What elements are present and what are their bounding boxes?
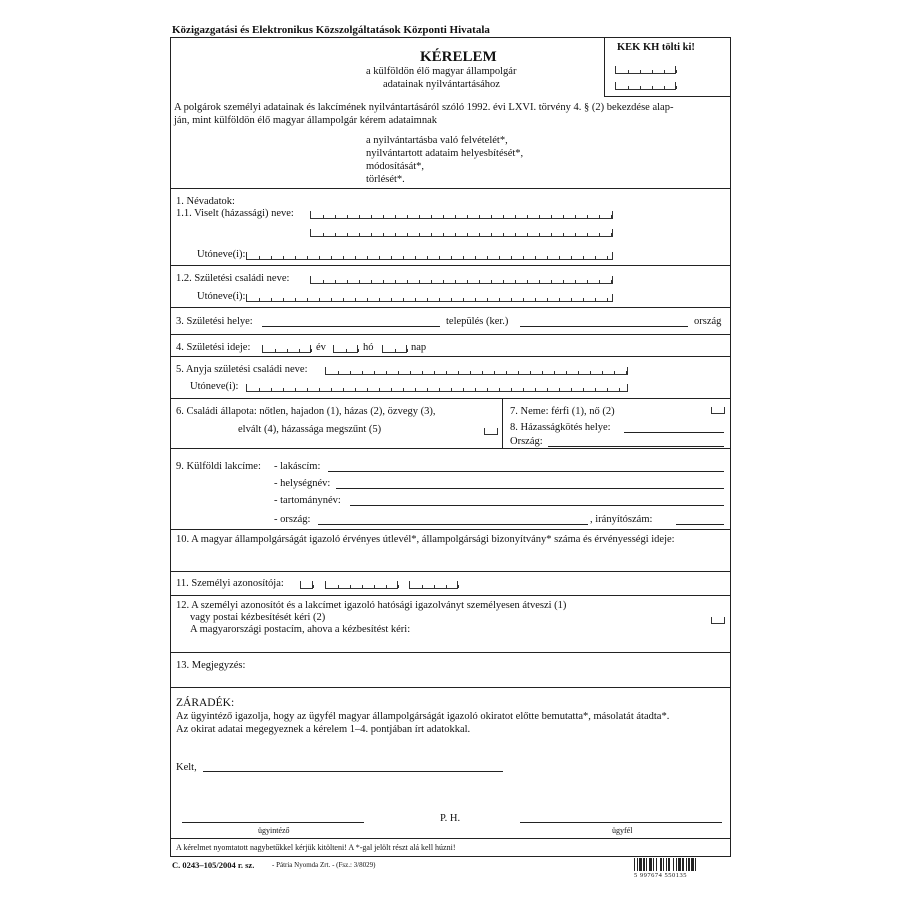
divider [170, 595, 730, 596]
s9-zip-field[interactable] [676, 524, 724, 525]
s8-label: 8. Házasságkötés helye: [510, 422, 611, 433]
s11-id-box-3[interactable] [409, 581, 458, 589]
divider [170, 687, 730, 688]
s10-label: 10. A magyar állampolgárságát igazoló érvényes útlevél*, állampolgársági bizonyítvány* száma és érvényességi ideje: [176, 534, 675, 545]
client-signature-line[interactable] [520, 822, 722, 823]
divider [170, 307, 730, 308]
divider [170, 334, 730, 335]
zaradek-line-2: Az okirat adatai megegyeznek a kérelem 1–4. pontjában írt adatokkal. [176, 724, 471, 735]
form-code: C. 0243–105/2004 r. sz. [172, 860, 255, 870]
kek-box-divider [604, 37, 605, 97]
client-label: ügyfél [612, 826, 633, 835]
kelt-field[interactable] [203, 771, 503, 772]
s4-month-label: hó [363, 342, 374, 353]
s12-surname-boxes[interactable] [310, 276, 613, 284]
s9-province-field[interactable] [350, 505, 724, 506]
s5-given-boxes[interactable] [246, 384, 628, 392]
form-subtitle-2: adatainak nyilvántartásához [383, 79, 500, 90]
clerk-signature-line[interactable] [182, 822, 364, 823]
divider [170, 448, 730, 449]
s3-settlement-field[interactable] [520, 326, 688, 327]
s4-year-label: év [316, 342, 326, 353]
s8-place-field[interactable] [624, 432, 724, 433]
s6-line-2: elvált (4), házassága megszűnt (5) [238, 424, 382, 435]
s9-locality-label: - helységnév: [274, 478, 331, 489]
divider [170, 188, 730, 189]
kek-box-bottom [604, 96, 730, 97]
intro-option-4[interactable]: törlését*. [366, 174, 405, 185]
form-title: KÉRELEM [420, 49, 497, 65]
s13-label: 13. Megjegyzés: [176, 660, 246, 671]
s7-label: 7. Neme: férfi (1), nő (2) [510, 406, 615, 417]
s12b-line-3: A magyarországi postacím, ahova a kézbesítést kéri: [190, 624, 411, 635]
s12b-line-1: 12. A személyi azonosítót és a lakcímet igazoló hatósági igazolványt személyesen átveszi (1) [176, 600, 567, 611]
intro-line-1: A polgárok személyi adatainak és lakcímének nyilvántartásáról szóló 1992. évi LXVI. törvény 4. § (2) bekezdése alap- [174, 102, 674, 113]
s3-settlement-label: település (ker.) [446, 316, 509, 327]
s9-country-label: - ország: [274, 514, 311, 525]
s4-month-boxes[interactable] [333, 345, 358, 353]
zaradek-line-1: Az ügyintéző igazolja, hogy az ügyfél magyar állampolgárságát igazoló okiratot előtte bemutatta*, másolatát átadta*. [176, 711, 670, 722]
divider [170, 265, 730, 266]
s1-given-label: Utóneve(i): [197, 249, 246, 260]
s5-surname-boxes[interactable] [325, 367, 628, 375]
s12b-line-2: vagy postai kézbesítését kéri (2) [190, 612, 326, 623]
s1-given-boxes[interactable] [246, 252, 613, 260]
s4-year-boxes[interactable] [262, 345, 311, 353]
ph-label: P. H. [440, 813, 461, 824]
divider [170, 529, 730, 530]
s4-day-boxes[interactable] [382, 345, 407, 353]
barcode-number: 5 997674 550135 [634, 872, 687, 879]
s11-id-box-1[interactable] [300, 581, 313, 589]
intro-option-3[interactable]: módosítását*, [366, 161, 425, 172]
kek-field-2[interactable] [615, 82, 676, 90]
barcode [634, 858, 730, 871]
s4-label: 4. Születési ideje: [176, 342, 251, 353]
s8-country-label: Ország: [510, 436, 543, 447]
kek-field-1[interactable] [615, 66, 676, 74]
s1-heading: 1. Névadatok: [176, 196, 235, 207]
s6-status-box[interactable] [484, 428, 498, 435]
clerk-label: ügyintéző [258, 826, 290, 835]
kek-box-label: KEK KH tölti ki! [617, 42, 695, 53]
divider [170, 838, 730, 839]
intro-line-2: ján, mint külföldön élő magyar állampolgár kérem adataimnak [174, 115, 437, 126]
s6-line-1: 6. Családi állapota: nőtlen, hajadon (1), házas (2), özvegy (3), [176, 406, 436, 417]
s3-label: 3. Születési helye: [176, 316, 253, 327]
s5-label: 5. Anyja születési családi neve: [176, 364, 308, 375]
intro-option-1[interactable]: a nyilvántartásba való felvételét*, [366, 135, 508, 146]
s9-country-field[interactable] [318, 524, 588, 525]
s4-day-label: nap [411, 342, 427, 353]
form-subtitle-1: a külföldön élő magyar állampolgár [366, 66, 517, 77]
divider [170, 652, 730, 653]
zaradek-title: ZÁRADÉK: [176, 697, 235, 709]
s11-label: 11. Személyi azonosítója: [176, 578, 284, 589]
s12-given-boxes[interactable] [246, 294, 613, 302]
s12-given-label: Utóneve(i): [197, 291, 246, 302]
s9-zip-label: , irányítószám: [590, 514, 653, 525]
s5-given-label: Utóneve(i): [190, 381, 239, 392]
divider [170, 356, 730, 357]
s9-province-label: - tartománynév: [274, 495, 341, 506]
s9-residence-label: - lakáscím: [274, 461, 321, 472]
s9-locality-field[interactable] [336, 488, 724, 489]
agency-header: Közigazgatási és Elektronikus Közszolgáltatások Központi Hivatala [172, 24, 490, 36]
s1-surname-boxes-2[interactable] [310, 229, 613, 237]
s8-country-field[interactable] [548, 446, 724, 447]
footnote: A kérelmet nyomtatott nagybetűkkel kérjük kitölteni! A *-gal jelölt részt alá kell húzni! [176, 843, 456, 852]
intro-option-2[interactable]: nyilvántartott adataim helyesbítését*, [366, 148, 524, 159]
divider [170, 571, 730, 572]
s11-id-box-2[interactable] [325, 581, 398, 589]
s12-surname-label: 1.2. Születési családi neve: [176, 273, 290, 284]
s6-divider [502, 398, 503, 448]
s3-place-field[interactable] [262, 326, 440, 327]
s7-gender-box[interactable] [711, 407, 725, 414]
kelt-label: Kelt, [176, 762, 197, 773]
s9-label: 9. Külföldi lakcíme: [176, 461, 261, 472]
divider [170, 398, 730, 399]
s9-residence-field[interactable] [328, 471, 724, 472]
s1-surname-boxes-1[interactable] [310, 211, 613, 219]
s1-surname-label: 1.1. Viselt (házassági) neve: [176, 208, 294, 219]
printer-info: - Pátria Nyomda Zrt. - (Fsz.: 3/8029) [272, 861, 376, 869]
s12b-delivery-box[interactable] [711, 617, 725, 624]
s3-country-label: ország [694, 316, 722, 327]
